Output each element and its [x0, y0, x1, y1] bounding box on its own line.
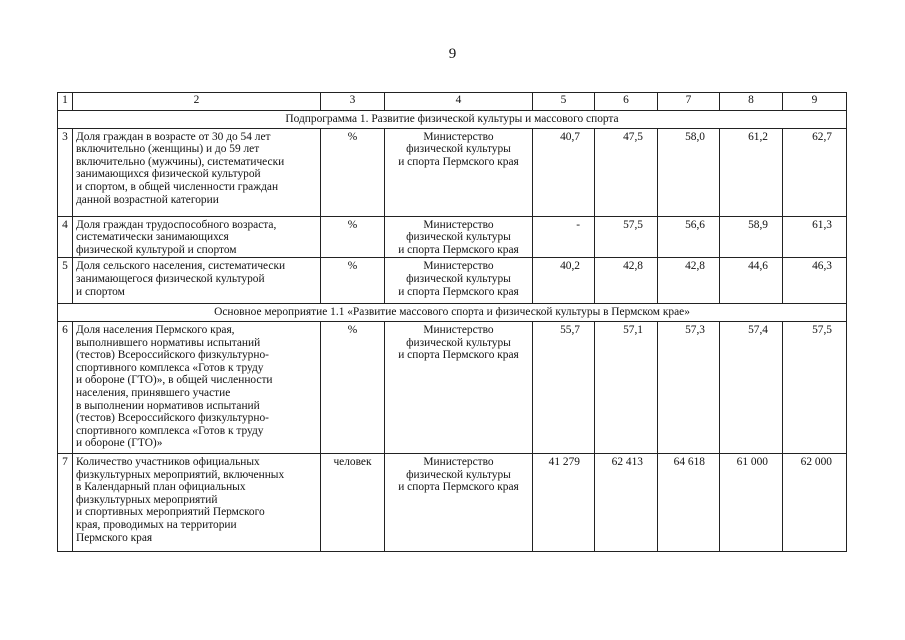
column-number: 2: [73, 93, 321, 111]
column-number: 1: [58, 93, 73, 111]
indicator-name: Доля населения Пермского края, выполнившего нормативы испытаний (тестов) Всероссийского физкультурно- спортивного комплекса «Готов к труду и обороне (ГТО)», в общей численности населения, принявшего участие в выполнении нормативов испытаний (тестов) Всероссийского физкультурно- спортивного комплекса «Готов к труду и обороне (ГТО)»: [73, 321, 321, 453]
value-v7: 64 618: [658, 453, 720, 551]
value-v8: 58,9: [720, 216, 783, 258]
column-number: 4: [385, 93, 533, 111]
section-row: [58, 111, 847, 129]
activity-title: Основное мероприятие 1.1 «Развитие массового спорта и физической культуры в Пермском крае»: [58, 304, 847, 322]
table-row: [58, 216, 847, 258]
column-number-header-row: [58, 93, 847, 111]
row-number: 3: [58, 128, 73, 216]
indicators-table: [57, 92, 847, 552]
responsible-org: Министерство физической культуры и спорта Пермского края: [385, 321, 533, 453]
column-number: 7: [658, 93, 720, 111]
value-v5: -: [533, 216, 595, 258]
indicator-name: Количество участников официальных физкультурных мероприятий, включенных в Календарный план официальных физкультурных мероприятий и спортивных мероприятий Пермского края, проводимых на территории Пермского края: [73, 453, 321, 551]
table-row: [58, 453, 847, 551]
responsible-org: Министерство физической культуры и спорта Пермского края: [385, 128, 533, 216]
table-row: [58, 258, 847, 304]
value-v7: 58,0: [658, 128, 720, 216]
responsible-org: Министерство физической культуры и спорта Пермского края: [385, 258, 533, 304]
column-number: 9: [783, 93, 847, 111]
value-v7: 56,6: [658, 216, 720, 258]
value-v5: 40,2: [533, 258, 595, 304]
value-v9: 62,7: [783, 128, 847, 216]
column-number: 8: [720, 93, 783, 111]
value-v6: 42,8: [595, 258, 658, 304]
row-number: 5: [58, 258, 73, 304]
subprogram-title: Подпрограмма 1. Развитие физической культуры и массового спорта: [58, 111, 847, 129]
value-v8: 44,6: [720, 258, 783, 304]
unit: %: [321, 216, 385, 258]
row-number: 6: [58, 321, 73, 453]
table-row: [58, 321, 847, 453]
column-number: 6: [595, 93, 658, 111]
value-v6: 57,1: [595, 321, 658, 453]
value-v8: 57,4: [720, 321, 783, 453]
value-v5: 41 279: [533, 453, 595, 551]
value-v9: 57,5: [783, 321, 847, 453]
value-v8: 61,2: [720, 128, 783, 216]
responsible-org: Министерство физической культуры и спорта Пермского края: [385, 216, 533, 258]
section-row: [58, 304, 847, 322]
value-v5: 55,7: [533, 321, 595, 453]
unit: человек: [321, 453, 385, 551]
value-v6: 47,5: [595, 128, 658, 216]
indicator-name: Доля граждан трудоспособного возраста, систематически занимающихся физической культурой и спортом: [73, 216, 321, 258]
row-number: 4: [58, 216, 73, 258]
unit: %: [321, 128, 385, 216]
indicator-name: Доля граждан в возрасте от 30 до 54 лет включительно (женщины) и до 59 лет включительно (мужчины), систематически занимающихся физической культурой и спортом, в общей численности граждан данной возрастной категории: [73, 128, 321, 216]
value-v5: 40,7: [533, 128, 595, 216]
value-v7: 57,3: [658, 321, 720, 453]
value-v9: 62 000: [783, 453, 847, 551]
column-number: 3: [321, 93, 385, 111]
value-v6: 57,5: [595, 216, 658, 258]
page-number: 9: [448, 46, 457, 62]
unit: %: [321, 321, 385, 453]
unit: %: [321, 258, 385, 304]
value-v6: 62 413: [595, 453, 658, 551]
indicator-name: Доля сельского населения, систематически занимающегося физической культурой и спортом: [73, 258, 321, 304]
row-number: 7: [58, 453, 73, 551]
responsible-org: Министерство физической культуры и спорта Пермского края: [385, 453, 533, 551]
table-row: [58, 128, 847, 216]
value-v9: 61,3: [783, 216, 847, 258]
value-v8: 61 000: [720, 453, 783, 551]
value-v9: 46,3: [783, 258, 847, 304]
column-number: 5: [533, 93, 595, 111]
value-v7: 42,8: [658, 258, 720, 304]
